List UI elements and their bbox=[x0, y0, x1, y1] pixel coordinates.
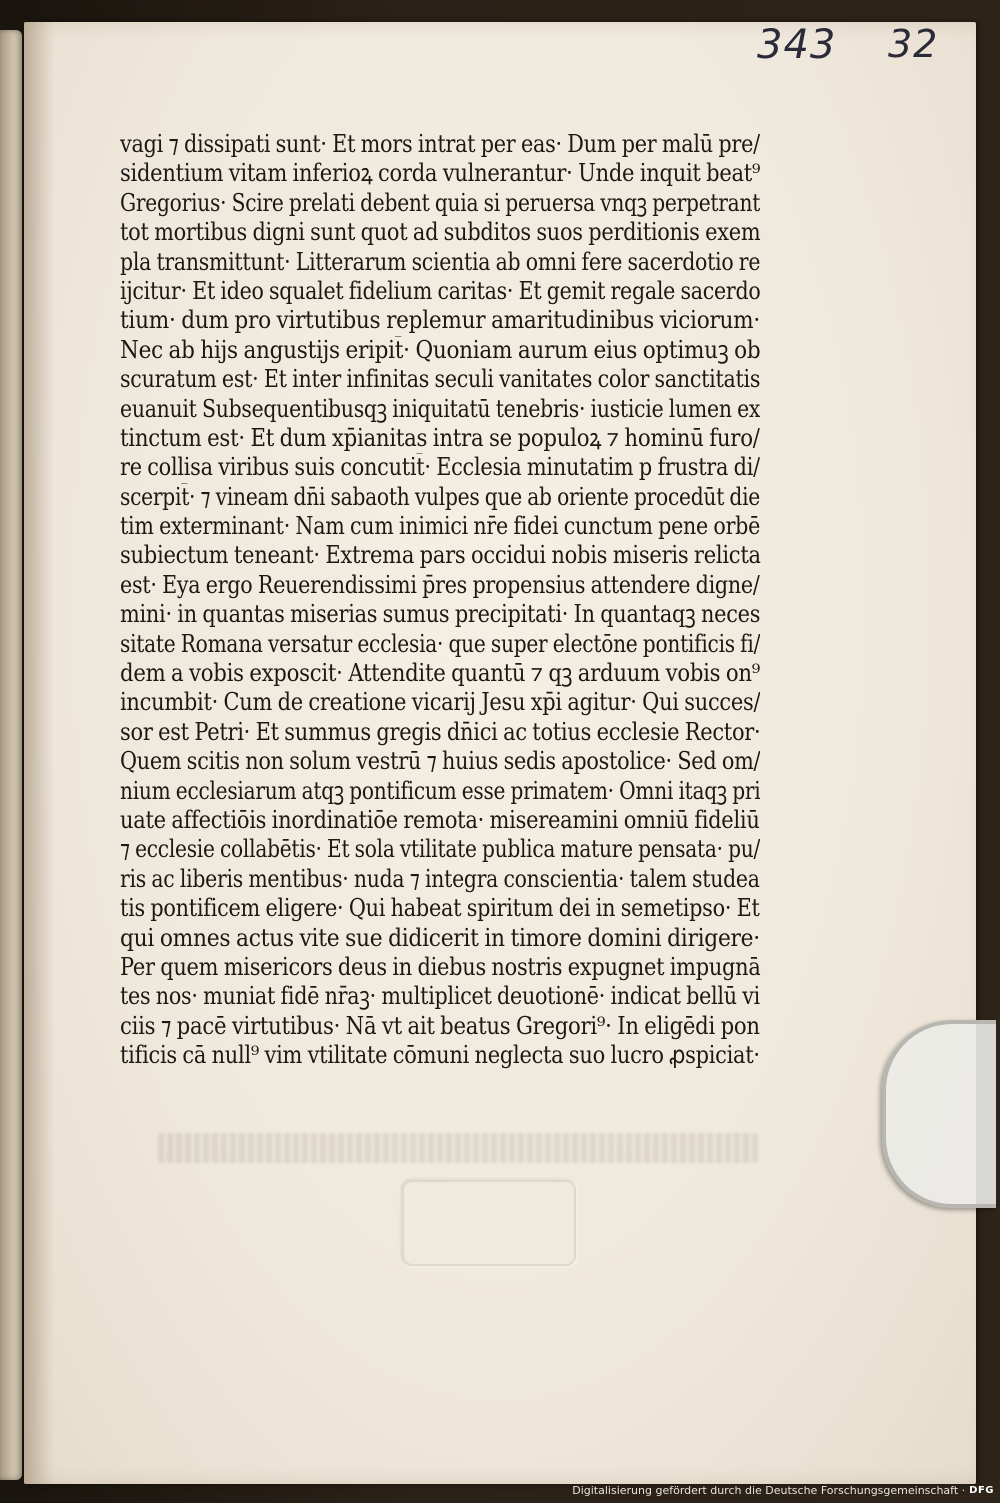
text-line: tium· dum pro virtutibus replemur amaritudinibus viciorum· bbox=[120, 306, 760, 335]
text-line: Quem scitis non solum vestrū ⁊ huius sedis apostolice· Sed om/ bbox=[120, 747, 761, 776]
text-line: ris ac liberis mentibus· nuda ⁊ integra conscientia· talem studea bbox=[120, 864, 760, 893]
folio-number: 343 bbox=[757, 22, 837, 68]
text-line: sitate Romana versatur ecclesia· que super electōne pontificis fi/ bbox=[120, 629, 761, 658]
text-line: vagi ⁊ dissipati sunt· Et mors intrat per eas· Dum per malū pre/ bbox=[120, 130, 760, 158]
text-line: tot mortibus digni sunt quot ad subditos suos perditionis exem bbox=[120, 218, 761, 247]
text-line: scuratum est· Et inter infinitas seculi vanitates color sanctitatis bbox=[120, 365, 761, 394]
text-line: nium ecclesiarum atqꝫ pontificum esse primatem· Omni itaqꝫ pri bbox=[120, 776, 761, 805]
text-line: pla transmittunt· Litterarum scientia ab omni fere sacerdotio re bbox=[120, 247, 760, 276]
text-line: sidentium vitam inferioꝝ corda vulnerantur· Unde inquit beat⁹ bbox=[120, 159, 761, 188]
text-line: Gregorius· Scire prelati debent quia si peruersa vnqꝫ perpetrant bbox=[120, 188, 760, 217]
dfg-logo: DFG bbox=[969, 1485, 994, 1496]
text-line: tis pontificem eligere· Qui habeat spiritum dei in semetipso· Et bbox=[120, 894, 760, 923]
text-line: ciis ⁊ pacē virtutibus· Nā vt ait beatus Gregori⁹· In eligēdi pon bbox=[120, 1011, 760, 1040]
text-line: incumbit· Cum de creatione vicarij Jesu xp̄i agitur· Qui succes/ bbox=[120, 688, 761, 717]
text-line: tificis cā null⁹ vim vtilitate cōmuni neglecta suo lucro ꝓspiciat· bbox=[120, 1041, 760, 1070]
text-line: ⁊ ecclesie collabētis· Et sola vtilitate publica mature pensata· pu/ bbox=[120, 835, 761, 864]
credit-text: Digitalisierung gefördert durch die Deutsche Forschungsgemeinschaft · bbox=[572, 1484, 966, 1497]
page-clip bbox=[882, 1020, 996, 1208]
folio-number-secondary: 32 bbox=[888, 22, 939, 66]
blind-stamp bbox=[402, 1180, 576, 1266]
facing-page-edge bbox=[0, 30, 22, 1480]
text-line: qui omnes actus vite sue didicerit in timore domini dirigere· bbox=[120, 923, 760, 952]
text-line: Per quem misericors deus in diebus nostris expugnet impugnā bbox=[120, 952, 761, 981]
text-line: subiectum teneant· Extrema pars occidui nobis miseris relicta bbox=[120, 541, 761, 570]
gutter-shadow bbox=[24, 22, 54, 1484]
text-line: est· Eya ergo Reuerendissimi p̄res propensius attendere digne/ bbox=[120, 570, 760, 599]
text-line: tinctum est· Et dum xp̄ianitas intra se populoꝝ ⁊ hominū furo/ bbox=[120, 423, 760, 452]
text-line: mini· in quantas miserias sumus precipitati· In quantaqꝫ neces bbox=[120, 600, 760, 629]
digitization-credit bbox=[572, 1484, 994, 1497]
text-line: sor est Petri· Et summus gregis dn̄ici ac totius ecclesie Rector· bbox=[120, 717, 761, 746]
text-line: ijcitur· Et ideo squalet fidelium caritas· Et gemit regale sacerdo bbox=[120, 276, 761, 305]
text-line: euanuit Subsequentibusqꝫ iniquitatū tenebris· iusticie lumen ex bbox=[120, 394, 761, 423]
text-line: Nec ab hijs angustijs eripit̄· Quoniam aurum eius optimuꝫ ob bbox=[120, 335, 761, 364]
text-line: uate affectiōis inordinatiōe remota· misereamini omniū fideliū bbox=[120, 805, 760, 834]
text-line: dem a vobis exposcit· Attendite quantū ⁊ qꝫ arduum vobis on⁹ bbox=[120, 659, 761, 688]
text-line: scerpit̄· ⁊ vineam dn̄i sabaoth vulpes que ab oriente procedūt die bbox=[120, 482, 760, 511]
text-line: tim exterminant· Nam cum inimici nr̄e fidei cunctum pene orbē bbox=[120, 512, 760, 541]
offset-print-ghost bbox=[158, 1133, 758, 1163]
text-line: tes nos· muniat fidē nr̄aꝫ· multiplicet deuotionē· indicat bellū vi bbox=[120, 982, 760, 1011]
text-line: re collisa viribus suis concutit̄· Ecclesia minutatim p frustra di/ bbox=[120, 453, 760, 482]
text-column bbox=[120, 130, 760, 1071]
